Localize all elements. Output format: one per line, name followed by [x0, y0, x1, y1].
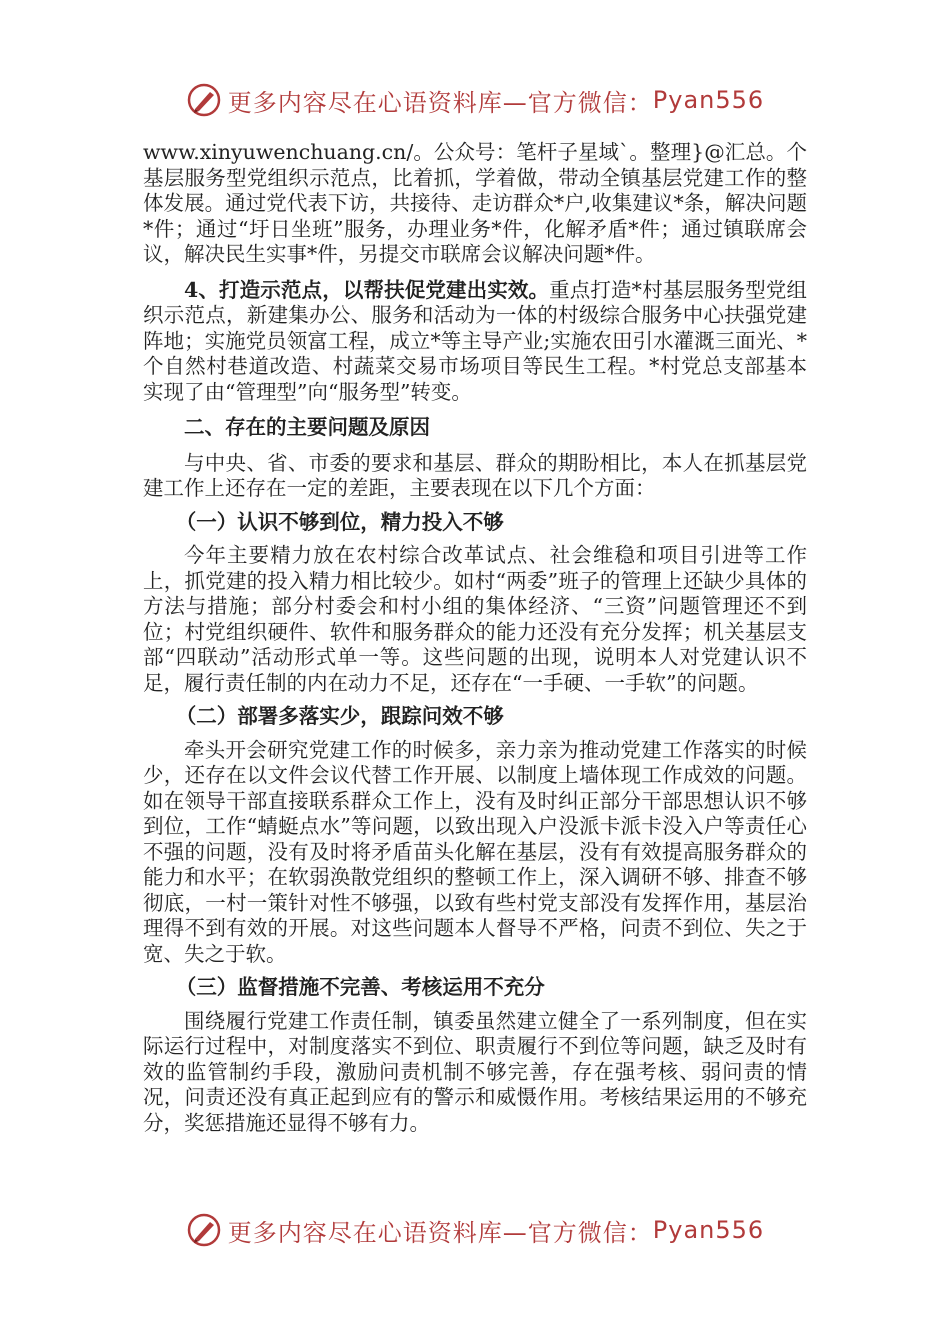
footer-banner	[0, 1212, 950, 1248]
document-body	[143, 140, 807, 1136]
paragraph-6: 围绕履行党建工作责任制，镇委虽然建立健全了一系列制度，但在实际运行过程中，对制度落实不到位、职责履行不到位等问题，缺乏及时有效的监管制约手段，激励问责机制不够完善，存在强考核、弱问责的情况，问责还没有真正起到应有的警示和威慑作用。考核结果运用的不够充分，奖惩措施还显得不够有力。	[143, 1008, 807, 1135]
paragraph-5: 牵头开会研究党建工作的时候多，亲力亲为推动党建工作落实的时候少，还存在以文件会议代替工作开展、以制度上墙体现工作成效的问题。如在领导干部直接联系群众工作上，没有及时纠正部分干部思想认识不够到位，工作“蜻蜓点水”等问题，以致出现入户没派卡派卡没入户等责任心不强的问题，没有及时将矛盾苗头化解在基层，没有有效提高服务群众的能力和水平；在软弱涣散党组织的整顿工作上，深入调研不够、排查不够彻底，一村一策针对性不够强，以致有些村党支部没有发挥作用，基层治理得不到有效的开展。对这些问题本人督导不严格，问责不到位、失之于宽、失之于软。	[143, 737, 807, 966]
subheading-1: （一）认识不够到位，精力投入不够	[175, 509, 504, 534]
banner-text: 更多内容尽在心语资料库—官方微信：	[227, 88, 653, 117]
paragraph-2-body: 重点打造*村基层服务型党组织示范点，新建集办公、服务和活动为一体的村级综合服务中心扶强党建阵地；实施党员领富工程，成立*等主导产业;实施农田引水灌溉三面光、*个自然村巷道改造、村蔬菜交易市场项目等民生工程。*村党总支部基本实现了由“管理型”向“服务型”转变。	[143, 277, 807, 404]
paragraph-1: www.xinyuwenchuang.cn/。公众号：笔杆子星域`。整理}@汇总。个基层服务型党组织示范点，比着抓，学着做，带动全镇基层党建工作的整体发展。通过党代表下访，共接待、走访群众*户,收集建议*条，解决问题*件；通过“圩日坐班”服务，办理业务*件，化解矛盾*件；通过镇联席会议，解决民生实事*件，另提交市联席会议解决问题*件。	[143, 140, 807, 266]
subheading-2: （二）部署多落实少，跟踪问效不够	[175, 704, 504, 728]
subheading-3: （三）监督措施不完善、考核运用不充分	[175, 975, 545, 999]
banner-wechat-id: Pyan556	[652, 86, 765, 114]
section-heading: 二、存在的主要问题及原因	[184, 415, 430, 439]
banner-wechat-id: Pyan556	[652, 1216, 765, 1244]
header-banner	[0, 82, 950, 118]
paragraph-2-lead: 4、打造示范点，以帮扶促党建出实效。	[184, 277, 550, 302]
paragraph-3: 与中央、省、市委的要求和基层、群众的期盼相比，本人在抓基层党建工作上还存在一定的差距，主要表现在以下几个方面：	[143, 450, 807, 500]
paragraph-2	[143, 278, 807, 406]
pen-logo-icon	[186, 1212, 222, 1248]
pen-logo-icon	[186, 82, 222, 118]
paragraph-4: 今年主要精力放在农村综合改革试点、社会维稳和项目引进等工作上，抓党建的投入精力相比较少。如村“两委”班子的管理上还缺少具体的方法与措施；部分村委会和村小组的集体经济、“三资”问题管理还不到位；村党组织硬件、软件和服务群众的能力还没有充分发挥；机关基层支部“四联动”活动形式单一等。这些问题的出现，说明本人对党建认识不足，履行责任制的内在动力不足，还存在“一手硬、一手软”的问题。	[143, 543, 807, 695]
banner-text: 更多内容尽在心语资料库—官方微信：	[227, 1218, 653, 1247]
